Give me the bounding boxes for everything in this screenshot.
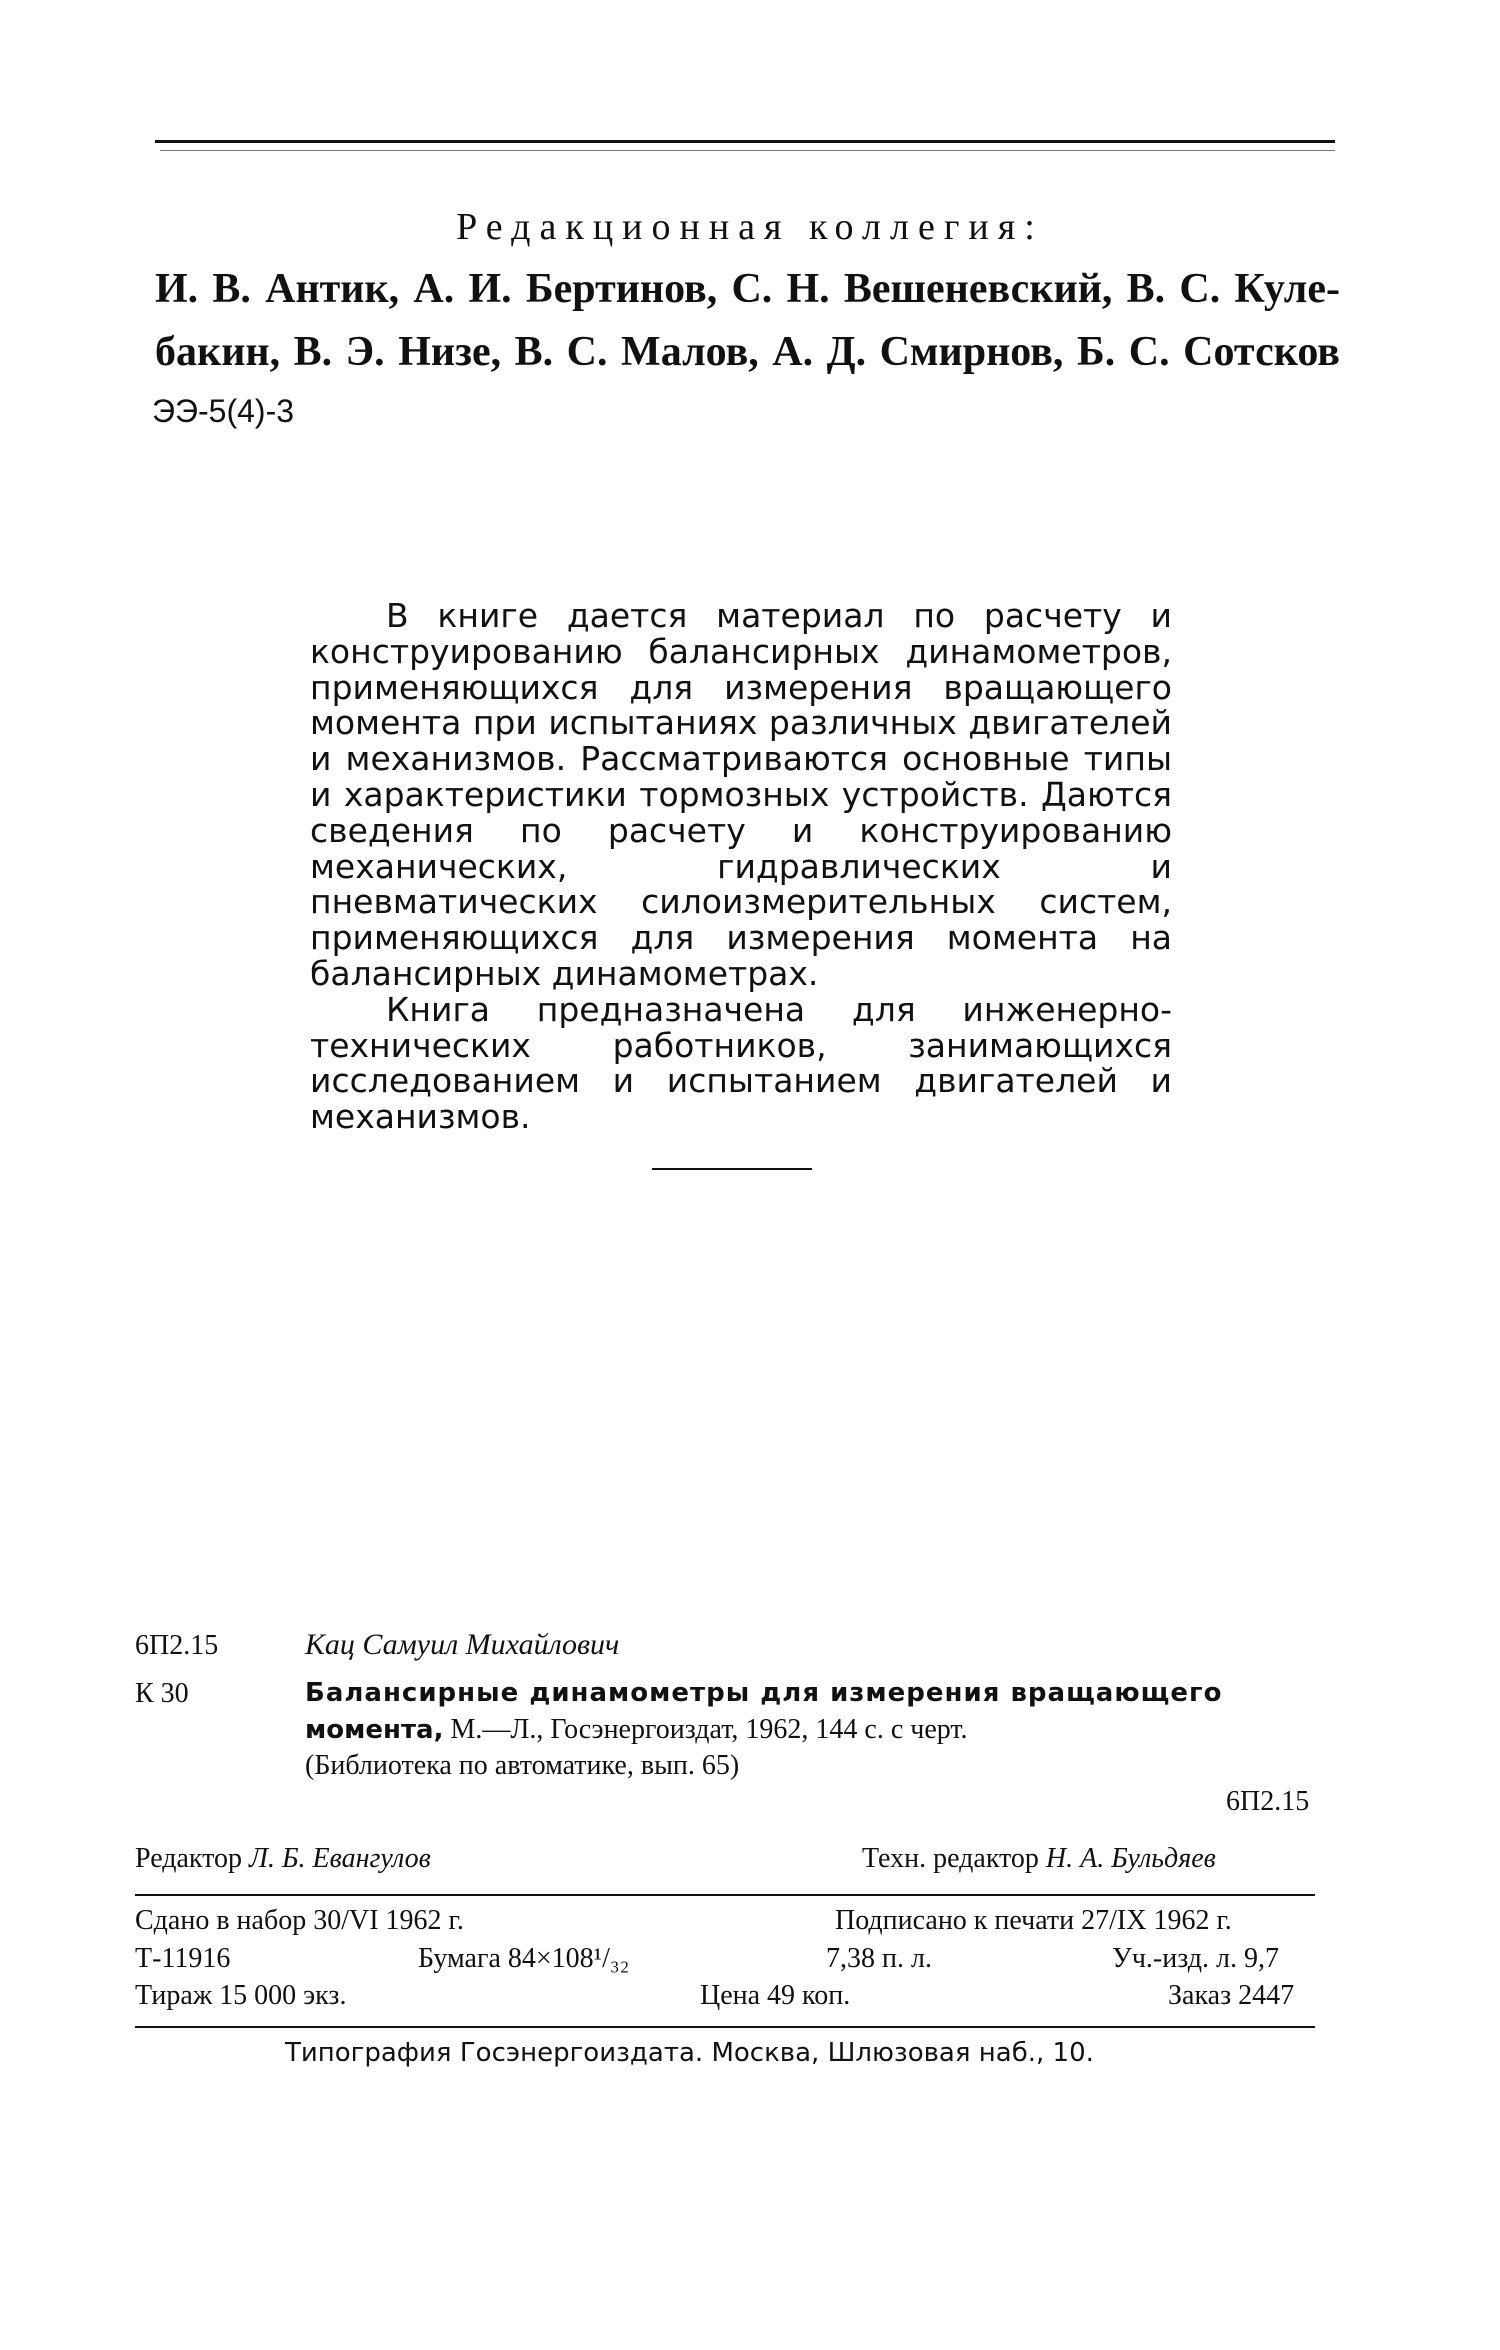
abstract-paragraph-2: Книга предназначена для инженерно-технических работников, занимающихся исследованием и испытанием двигателей и механизмов. [310, 989, 1172, 1137]
editor-credit [135, 1843, 431, 1875]
editorial-board-names [155, 258, 1340, 384]
editorial-board-title: Редакционная коллегия: [456, 206, 1044, 248]
imprint-edu-sheets: Уч.-изд. л. 9,7 [1112, 1943, 1279, 1974]
board-names-line-1: И. В. Антик, А. И. Бертинов, С. Н. Вешеневский, В. С. Куле- [155, 266, 1340, 312]
imprint-rule-bottom [135, 2026, 1315, 2028]
imprint-rule-top [135, 1894, 1315, 1896]
top-rule [155, 140, 1335, 143]
imprint-sheets: 7,38 п. л. [826, 1943, 932, 1974]
imprint-order: Заказ 2447 [1168, 1980, 1295, 2011]
catalog-author-mark: К 30 [135, 1678, 189, 1709]
catalog-udc-right: 6П2.15 [1226, 1786, 1310, 1817]
catalog-title-rest: М.—Л., Госэнергоиздат, 1962, 144 с. с черт. [443, 1714, 968, 1745]
imprint-print-run: Тираж 15 000 экз. [135, 1980, 347, 2011]
imprint-order-code: Т-11916 [135, 1943, 231, 1974]
tech-editor-label: Техн. редактор [862, 1843, 1039, 1874]
tech-editor-credit [862, 1843, 1216, 1875]
imprint-typeset: Сдано в набор 30/VI 1962 г. [135, 1905, 464, 1936]
imprint-paper: Бумага 84×108¹/₃₂ [418, 1943, 630, 1974]
catalog-title-line-1: Балансирные динамометры для измерения вращающего [305, 1678, 1223, 1708]
catalog-udc: 6П2.15 [135, 1630, 219, 1661]
abstract [310, 598, 1172, 1135]
tech-editor-name: Н. А. Бульдяев [1045, 1843, 1216, 1874]
imprint-price: Цена 49 коп. [700, 1980, 851, 2011]
printer-info: Типография Госэнергоиздата. Москва, Шлюзовая наб., 10. [285, 2038, 1094, 2068]
editor-name: Л. Б. Евангулов [249, 1843, 431, 1874]
editor-label: Редактор [135, 1843, 243, 1874]
board-names-line-2: бакин, В. Э. Низе, В. С. Малов, А. Д. Смирнов, Б. С. Сотсков [155, 329, 1340, 375]
catalog-series: (Библиотека по автоматике, вып. 65) [305, 1750, 740, 1781]
catalog-author: Кац Самуил Михайлович [305, 1628, 620, 1661]
catalog-title-bold: момента, [305, 1715, 444, 1745]
center-divider [652, 1168, 812, 1170]
series-code: ЭЭ-5(4)-3 [152, 393, 295, 429]
top-rule-thin [160, 150, 1335, 151]
catalog-title-line-2 [305, 1714, 968, 1746]
imprint-signed: Подписано к печати 27/IX 1962 г. [835, 1905, 1232, 1936]
abstract-paragraph-1: В книге дается материал по расчету и конструированию балансирных динамометров, применяющихся для измерения вращающего момента при испытаниях различных двигателей и механизмов. Рассматриваются основные типы и характеристики тормозных устройств. Даются сведения по расчету и конструированию механических, гидравлических и пневматических силоизмерительных систем, применяющихся для измерения момента на балансирных динамометрах. [310, 596, 1172, 993]
